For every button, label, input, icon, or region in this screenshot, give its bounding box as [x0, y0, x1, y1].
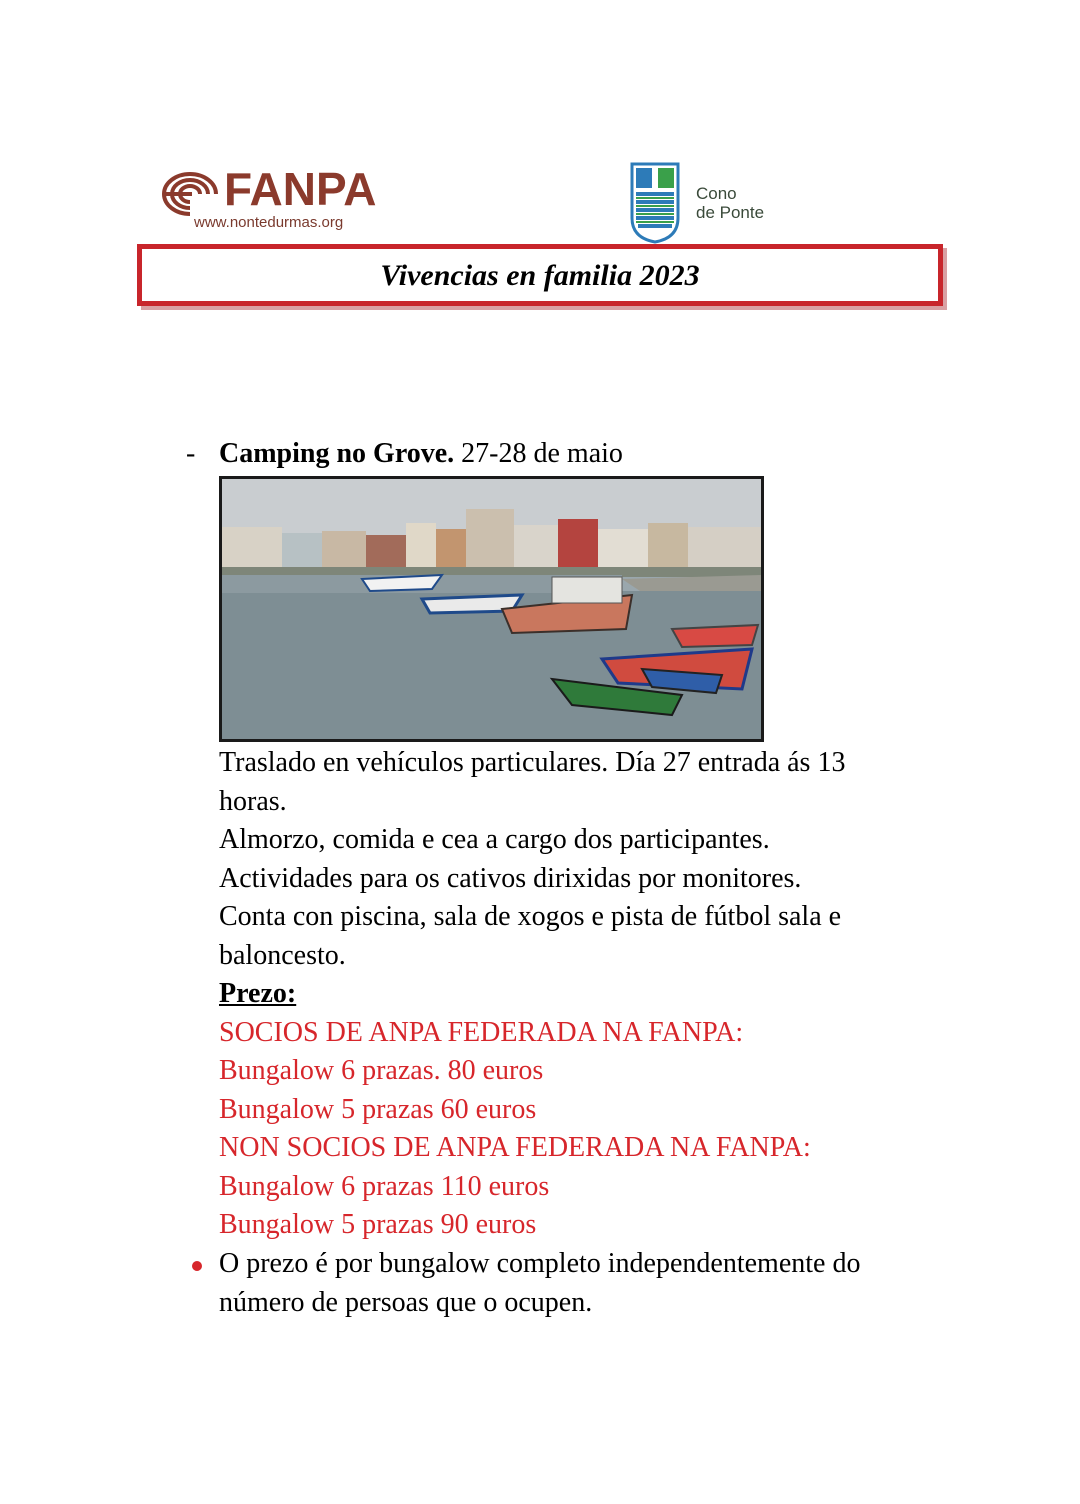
detail-line: Traslado en vehículos particulares. Día 27 entrada ás 13 horas. — [219, 747, 846, 817]
price-note-text: O prezo é por bungalow completo independentemente do número de persoas que o ocupen. — [219, 1248, 861, 1318]
harbour-photo-illustration — [222, 479, 761, 739]
fanpa-url: www.nontedurmas.org — [194, 214, 344, 231]
event-heading — [186, 438, 623, 470]
council-name-line2: de Ponte — [696, 203, 765, 222]
detail-line: Actividades para os cativos dirixidas por monitores. — [219, 862, 802, 894]
event-details — [219, 744, 919, 1245]
list-dash: - — [186, 438, 196, 469]
price-line: Bungalow 5 prazas 60 euros — [219, 1093, 537, 1125]
council-name-line1: Cono — [696, 184, 737, 203]
harbour-photo — [219, 476, 764, 742]
price-heading: Prezo: — [219, 978, 297, 1009]
event-name: Camping no Grove. — [219, 438, 455, 469]
price-line: Bungalow 6 prazas 110 euros — [219, 1170, 550, 1202]
fanpa-logo-name: FANPA — [224, 163, 377, 215]
red-bullet-icon — [192, 1261, 202, 1271]
page-title: Vivencias en familia 2023 — [380, 259, 700, 292]
fanpa-logo — [152, 163, 392, 238]
price-line: Bungalow 6 prazas. 80 euros — [219, 1055, 544, 1086]
fanpa-swirl-icon — [156, 170, 226, 218]
council-logo — [626, 158, 796, 248]
non-members-heading: NON SOCIOS DE ANPA FEDERADA NA FANPA: — [219, 1132, 811, 1163]
shield-crest-icon — [628, 160, 682, 244]
detail-line: Conta con piscina, sala de xogos e pista de fútbol sala e baloncesto. — [219, 901, 842, 971]
title-frame — [137, 244, 943, 306]
price-line: Bungalow 5 prazas 90 euros — [219, 1209, 537, 1240]
council-name — [696, 184, 764, 222]
event-dates: 27-28 de maio — [461, 438, 623, 469]
detail-line: Almorzo, comida e cea a cargo dos participantes. — [219, 824, 770, 855]
members-heading: SOCIOS DE ANPA FEDERADA NA FANPA: — [219, 1016, 744, 1048]
